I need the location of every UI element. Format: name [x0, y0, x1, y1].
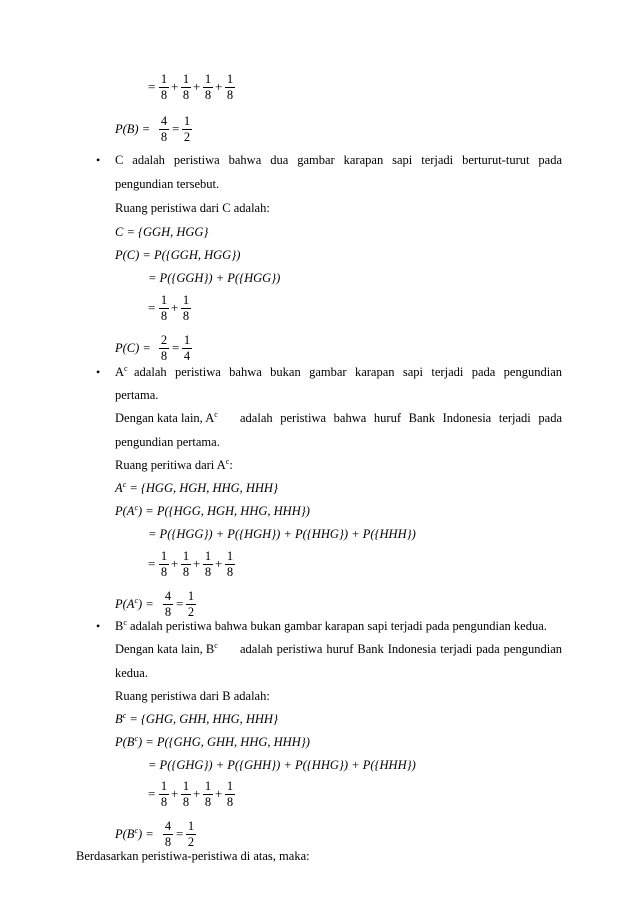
probability-expression: = P({GHG}) + P({GHH}) + P({HHG}) + P({HHH})	[148, 758, 416, 772]
bullet-icon: •	[96, 153, 101, 167]
equals-sign: =	[148, 79, 156, 94]
fraction: 1 8	[226, 779, 234, 809]
equals-sign: =	[148, 300, 156, 315]
set-definition: C = {GGH, HGG}	[115, 225, 209, 239]
plus-sign: +	[193, 556, 201, 571]
probability-expression: P(C) = P({GGH, HGG})	[115, 248, 241, 262]
set-definition: $A^c = \{HGG$, HGH, HHG, HHH}	[115, 479, 278, 495]
paragraph-line: pengundian pertama.	[115, 435, 220, 449]
equals-sign: =	[176, 596, 184, 611]
fraction: 1 4	[183, 333, 191, 363]
probability-expression: $P(A^c) = P(\{HGG$, HGH, HHG, HHH})	[115, 502, 310, 518]
paragraph-line: Ruang peristiwa dari B adalah:	[115, 689, 270, 703]
fraction: 4 8	[164, 819, 172, 849]
fraction: 1 8	[204, 779, 212, 809]
equals-sign: =	[172, 121, 180, 136]
fraction: 1 8	[204, 72, 212, 102]
paragraph-line: pertama.	[115, 388, 159, 402]
fraction: 1 8	[160, 549, 168, 579]
paragraph-line: $B^c$ adalah peristiwa bahwa bukan gambar karapan sapi terjadi pada pengundian kedua.	[115, 617, 547, 633]
set-definition: $B^c = \{GHG$, GHH, HHG, HHH}	[115, 710, 278, 726]
closing-sentence: Berdasarkan peristiwa-peristiwa di atas, maka:	[76, 849, 310, 863]
fraction: 1 8	[182, 549, 190, 579]
probability-label: $P(A^c)$ =	[115, 595, 154, 611]
probability-expression: = P({GGH}) + P({HGG})	[148, 271, 281, 285]
fraction: 1 8	[182, 293, 190, 323]
probability-label: P(C) =	[115, 341, 151, 355]
fraction: 1 8	[182, 72, 190, 102]
paragraph-line: Ruang peritiwa dari $A^c$:	[115, 456, 233, 472]
plus-sign: +	[171, 300, 179, 315]
paragraph-line: adalah peristiwa huruf Bank Indonesia terjadi pada pengundian	[240, 642, 562, 656]
bullet-icon: •	[96, 619, 101, 633]
plus-sign: +	[215, 79, 223, 94]
plus-sign: +	[215, 556, 223, 571]
probability-label: P(B) =	[115, 122, 151, 136]
fraction: 4 8	[160, 114, 168, 144]
fraction: 4 8	[164, 589, 172, 619]
plus-sign: +	[171, 556, 179, 571]
paragraph-line: pengundian tersebut.	[115, 177, 220, 191]
paragraph-line-prefix: Dengan kata lain, $B^c$	[115, 640, 218, 656]
probability-label: $P(B^c)$ =	[115, 825, 154, 841]
fraction: 1 8	[226, 549, 234, 579]
fraction: 1 8	[160, 779, 168, 809]
plus-sign: +	[193, 79, 201, 94]
probability-expression: = P({HGG}) + P({HGH}) + P({HHG}) + P({HHH})	[148, 527, 416, 541]
equals-sign: =	[148, 786, 156, 801]
fraction: 1 2	[183, 114, 191, 144]
equals-sign: =	[172, 340, 180, 355]
paragraph-line-prefix: Dengan kata lain, $A^c$	[115, 409, 218, 425]
paragraph-line: adalah peristiwa bahwa huruf Bank Indonesia terjadi pada	[240, 411, 562, 425]
plus-sign: +	[171, 79, 179, 94]
fraction: 1 8	[160, 293, 168, 323]
plus-sign: +	[171, 786, 179, 801]
fraction: 1 8	[182, 779, 190, 809]
plus-sign: +	[215, 786, 223, 801]
paragraph-line: adalah peristiwa bahwa bukan gambar karapan sapi terjadi pada pengundian	[134, 365, 562, 379]
paragraph-line: C adalah peristiwa bahwa dua gambar karapan sapi terjadi berturut-turut pada	[115, 153, 562, 167]
paragraph-line-prefix: $A^c$	[115, 363, 128, 379]
fraction: 1 8	[160, 72, 168, 102]
fraction: 2 8	[160, 333, 168, 363]
equals-sign: =	[176, 826, 184, 841]
plus-sign: +	[193, 786, 201, 801]
paragraph-line: Ruang peristiwa dari C adalah:	[115, 201, 270, 215]
probability-expression: $P(B^c) = P(\{GHG$, GHH, HHG, HHH})	[115, 733, 310, 749]
fraction: 1 2	[187, 589, 195, 619]
bullet-icon: •	[96, 365, 101, 379]
fraction: 1 8	[226, 72, 234, 102]
fraction: 1 2	[187, 819, 195, 849]
fraction: 1 8	[204, 549, 212, 579]
paragraph-line: kedua.	[115, 666, 148, 680]
equals-sign: =	[148, 556, 156, 571]
